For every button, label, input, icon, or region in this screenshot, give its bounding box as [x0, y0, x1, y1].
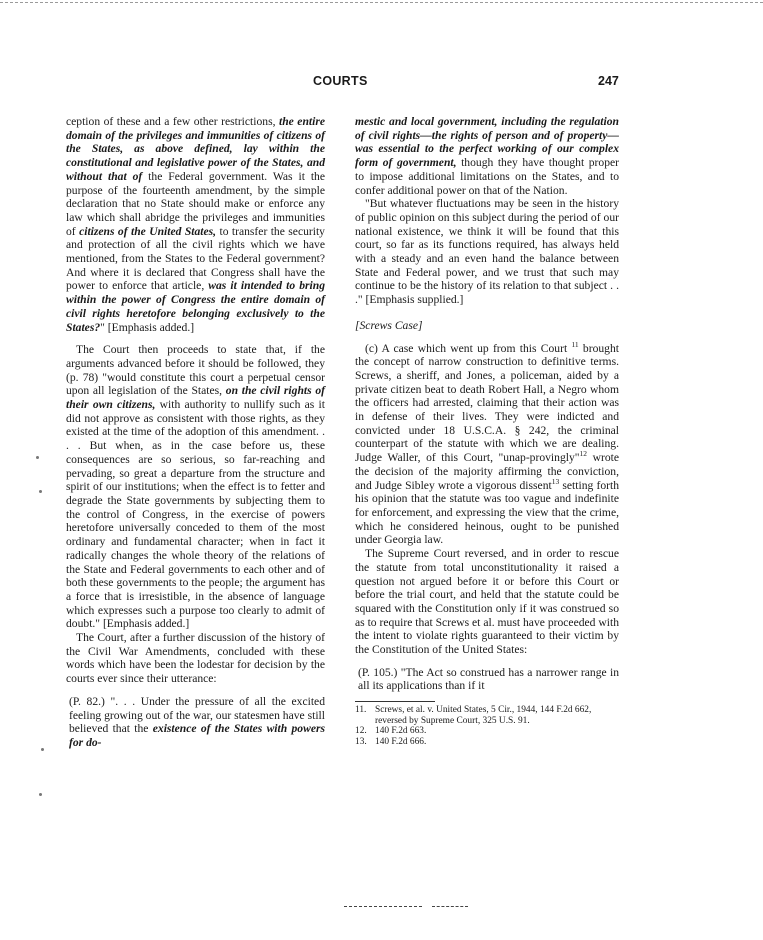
emphasis-run: existence of the States with powers for do-	[69, 722, 326, 749]
footnote-ref-12[interactable]: 12	[579, 449, 587, 459]
footnote-ref-11[interactable]: 11	[571, 339, 579, 349]
footnote-ref-13[interactable]: 13	[551, 476, 560, 486]
footnote-number: 12.	[355, 726, 367, 737]
text-run: " [Emphasis added.]	[100, 320, 195, 334]
paragraph-supreme-court-reversed: The Supreme Court reversed, and in order to rescue the statute from total unconstitutionality it raised a question not argued before it or before this Court or before the trial court, and held that the statute could be squared with the Constitution only if it was construed so as to require that Screws et al. must have proceeded with the intent to violate rights guaranteed to their victim by the Constitution of the United States:	[355, 547, 619, 657]
footnotes	[355, 705, 619, 747]
footnote-number: 13.	[355, 736, 367, 747]
text-run: the Federal government. Was it the purpose of the fourteenth amendment, by the simple declaration that no State should make or enforce any law which shall abridge the privileges and immunities of	[66, 169, 325, 238]
scan-speck	[39, 490, 42, 493]
right-column	[355, 115, 619, 748]
footnote-12	[355, 726, 619, 737]
text-run: to transfer the security and protection of all the civil rights which we have mentioned, from the States to the Federal government? And where it is declared that Congress shall have the power to enforce that article,	[66, 224, 325, 293]
paragraph-fluctuations-quote: "But whatever fluctuations may be seen in the history of public opinion on this subject during the period of our national existence, we think it will be found that this court, so far as its functions required, has always held with a steady and an even hand the balance between State and Federal power, and we trust that such may continue to be the history of its relation to that subject . . ." [Emphasis supplied.]	[355, 197, 619, 307]
footnote-text: 140 F.2d 666.	[375, 736, 427, 747]
text-run: ception of these and a few other restrictions,	[66, 115, 279, 128]
footnote-11	[355, 705, 619, 726]
footnote-13	[355, 737, 619, 748]
section-heading-screws-case: [Screws Case]	[355, 318, 423, 332]
emphasis-run: citizens of the United States,	[79, 224, 217, 238]
paragraph-p82-quote	[66, 695, 325, 750]
text-run: (c) A case which went up from this Court	[365, 341, 572, 355]
paragraph-civil-war-amendments: The Court, after a further discussion of the history of the Civil War Amendments, concluded with these words which have been the lodestar for decision by the courts ever since their utterance:	[66, 631, 325, 686]
page-number: 247	[598, 74, 619, 88]
text-run: setting forth his opinion that the statute was too vague and indefinite for enforcement, and expressing the view that the crime, which he considered heinous, ought to be punished under Georgia law.	[355, 478, 619, 547]
scan-speck	[36, 456, 39, 459]
bottom-scan-mark	[344, 906, 422, 907]
bottom-scan-mark	[432, 906, 468, 907]
scan-speck	[39, 793, 42, 796]
top-dashed-border	[0, 2, 763, 3]
text-run: The Court then proceeds to state that, if the arguments advanced before it should be followed, they (p. 78) "would constitute this court a perpetual censor upon all legislation of the States,	[66, 343, 325, 398]
footnote-divider	[355, 701, 435, 702]
emphasis-run: was it intended to bring within the power of Congress the entire domain of civil rights heretofore belonging exclusively to the States?	[66, 279, 326, 334]
footnote-number: 11.	[355, 705, 367, 716]
footnote-text: 140 F.2d 663.	[375, 726, 427, 737]
scan-speck	[41, 748, 44, 751]
paragraph-privileges-quote	[66, 115, 325, 334]
text-run: brought the concept of narrow construction to definitive terms. Screws, a sheriff, and Jones, a policeman, aided by a private citizen beat to death Robert Hall, a Negro whom the officers had arrested, claiming that their action was in defense of their lives. They were indicted and convicted under 18 U.S.C.A. § 242, the criminal counterpart of the statute with which we are dealing. Judge Waller, of this Court, "unap-provingly"	[355, 341, 620, 465]
footnote-text: Screws, et al. v. United States, 5 Cir., 1944, 144 F.2d 662, reversed by Supreme Court, 325 U.S. 91.	[375, 705, 592, 726]
emphasis-run: the entire domain of the privileges and immunities of citizens of the States, as above defined, lay within the constitutional and legislative power of the States, and without that of	[66, 115, 325, 183]
paragraph-p105-quote: (P. 105.) "The Act so construed has a narrower range in all its applications than if it	[358, 665, 619, 693]
running-title: COURTS	[313, 74, 368, 88]
paragraph-screws-case	[355, 339, 620, 548]
text-run: (P. 82.) ". . . Under the pressure of all the excited feeling growing out of the war, our statesmen have still believed that the	[69, 694, 325, 736]
text-run: though they have thought proper to impose additional limitations on the States, and to confer additional power on that of the Nation.	[355, 156, 620, 197]
text-run: with authority to nullify such as it did not approve as consistent with those rights, as they existed at the time of the adoption of this amendment. . . . But when, as in the case before us, these consequences are so serious, so far-reaching and pervading, so great a departure from the structure and spirit of our institutions; when the effect is to fetter and degrade the State governments by subjecting them to the control of Congress, in the exercise of powers heretofore universally conceded to them of the most ordinary and fundamental character; when in fact it radically changes the whole theory of the relations of the State and Federal governments to each other and of both these governments to the people; the argument has a force that is irresistible, in the absence of language which expresses such a purpose too clearly to admit of doubt." [Emphasis added.]	[66, 398, 325, 631]
paragraph-court-proceeds	[66, 343, 325, 631]
emphasis-run: mestic and local government, including the regulation of civil rights—the rights of person and of property—was essential to the perfect working of our complex form of government,	[355, 115, 619, 170]
left-column	[66, 115, 325, 750]
text-run: wrote the decision of the majority affirming the conviction, and Judge Sibley wrote a vigorous dissent	[355, 451, 619, 492]
paragraph-domestic-government	[355, 115, 619, 197]
emphasis-run: on the civil rights of their own citizens,	[66, 384, 325, 412]
